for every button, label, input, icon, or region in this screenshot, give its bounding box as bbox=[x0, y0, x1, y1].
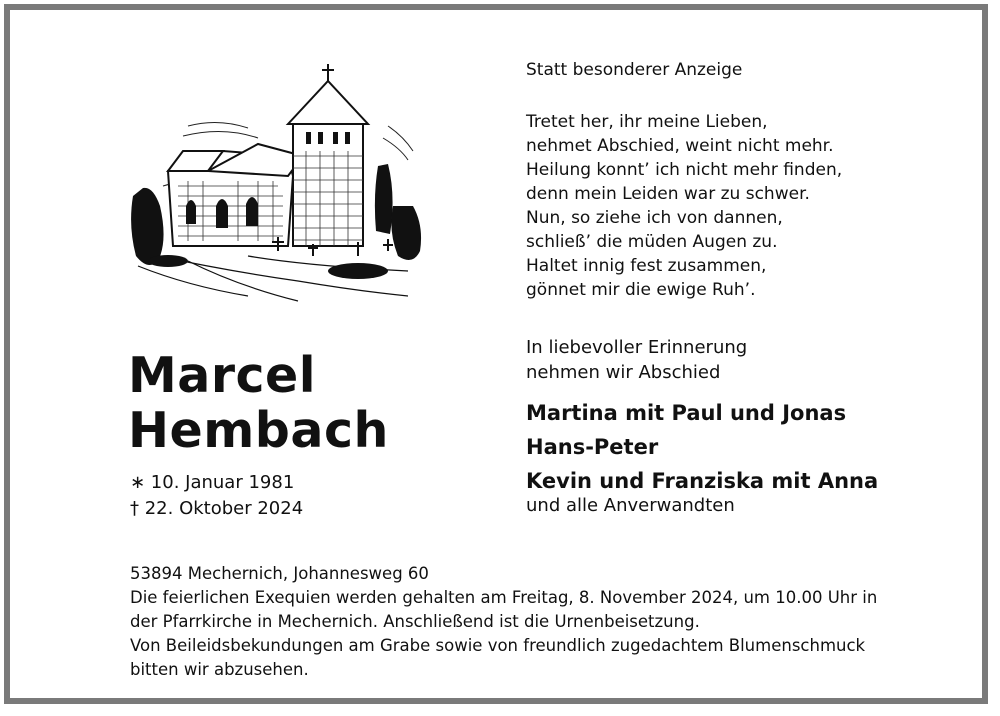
family-member: Hans-Peter bbox=[526, 435, 659, 459]
poem-line: Heilung konnt’ ich nicht mehr finden, bbox=[526, 160, 843, 180]
memory-text bbox=[526, 335, 747, 385]
service-line: Die feierlichen Exequien werden gehalten am Freitag, 8. November 2024, um 10.00 Uhr in bbox=[130, 588, 878, 607]
birth-date: ∗ 10. Januar 1981 bbox=[130, 472, 295, 493]
condolence-line: bitten wir abzusehen. bbox=[130, 660, 309, 679]
last-name: Hembach bbox=[128, 402, 389, 459]
announcement-header: Statt besonderer Anzeige bbox=[526, 60, 743, 80]
death-date: † 22. Oktober 2024 bbox=[130, 498, 304, 519]
poem bbox=[526, 110, 842, 302]
family-list bbox=[526, 396, 878, 498]
condolence-line: Von Beileidsbekundungen am Grabe sowie von freundlich zugedachtem Blumenschmuck bbox=[130, 636, 866, 655]
obituary-frame bbox=[4, 4, 988, 704]
poem-line: Haltet innig fest zusammen, bbox=[526, 256, 767, 276]
service-info bbox=[130, 562, 910, 682]
service-line: der Pfarrkirche in Mechernich. Anschließend ist die Urnenbeisetzung. bbox=[130, 612, 700, 631]
address: 53894 Mechernich, Johannesweg 60 bbox=[130, 564, 429, 583]
relatives-line: und alle Anverwandten bbox=[526, 495, 735, 516]
poem-line: gönnet mir die ewige Ruh’. bbox=[526, 280, 756, 300]
poem-line: Tretet her, ihr meine Lieben, bbox=[526, 112, 768, 132]
life-dates bbox=[130, 470, 303, 522]
poem-line: denn mein Leiden war zu schwer. bbox=[526, 184, 810, 204]
deceased-name bbox=[128, 348, 389, 458]
first-name: Marcel bbox=[128, 347, 317, 404]
poem-line: Nun, so ziehe ich von dannen, bbox=[526, 208, 783, 228]
memory-line: nehmen wir Abschied bbox=[526, 362, 721, 383]
church-illustration bbox=[128, 56, 428, 306]
poem-line: schließ’ die müden Augen zu. bbox=[526, 232, 778, 252]
poem-line: nehmet Abschied, weint nicht mehr. bbox=[526, 136, 834, 156]
memory-line: In liebevoller Erinnerung bbox=[526, 337, 748, 358]
family-member: Kevin und Franziska mit Anna bbox=[526, 469, 879, 493]
family-member: Martina mit Paul und Jonas bbox=[526, 401, 847, 425]
